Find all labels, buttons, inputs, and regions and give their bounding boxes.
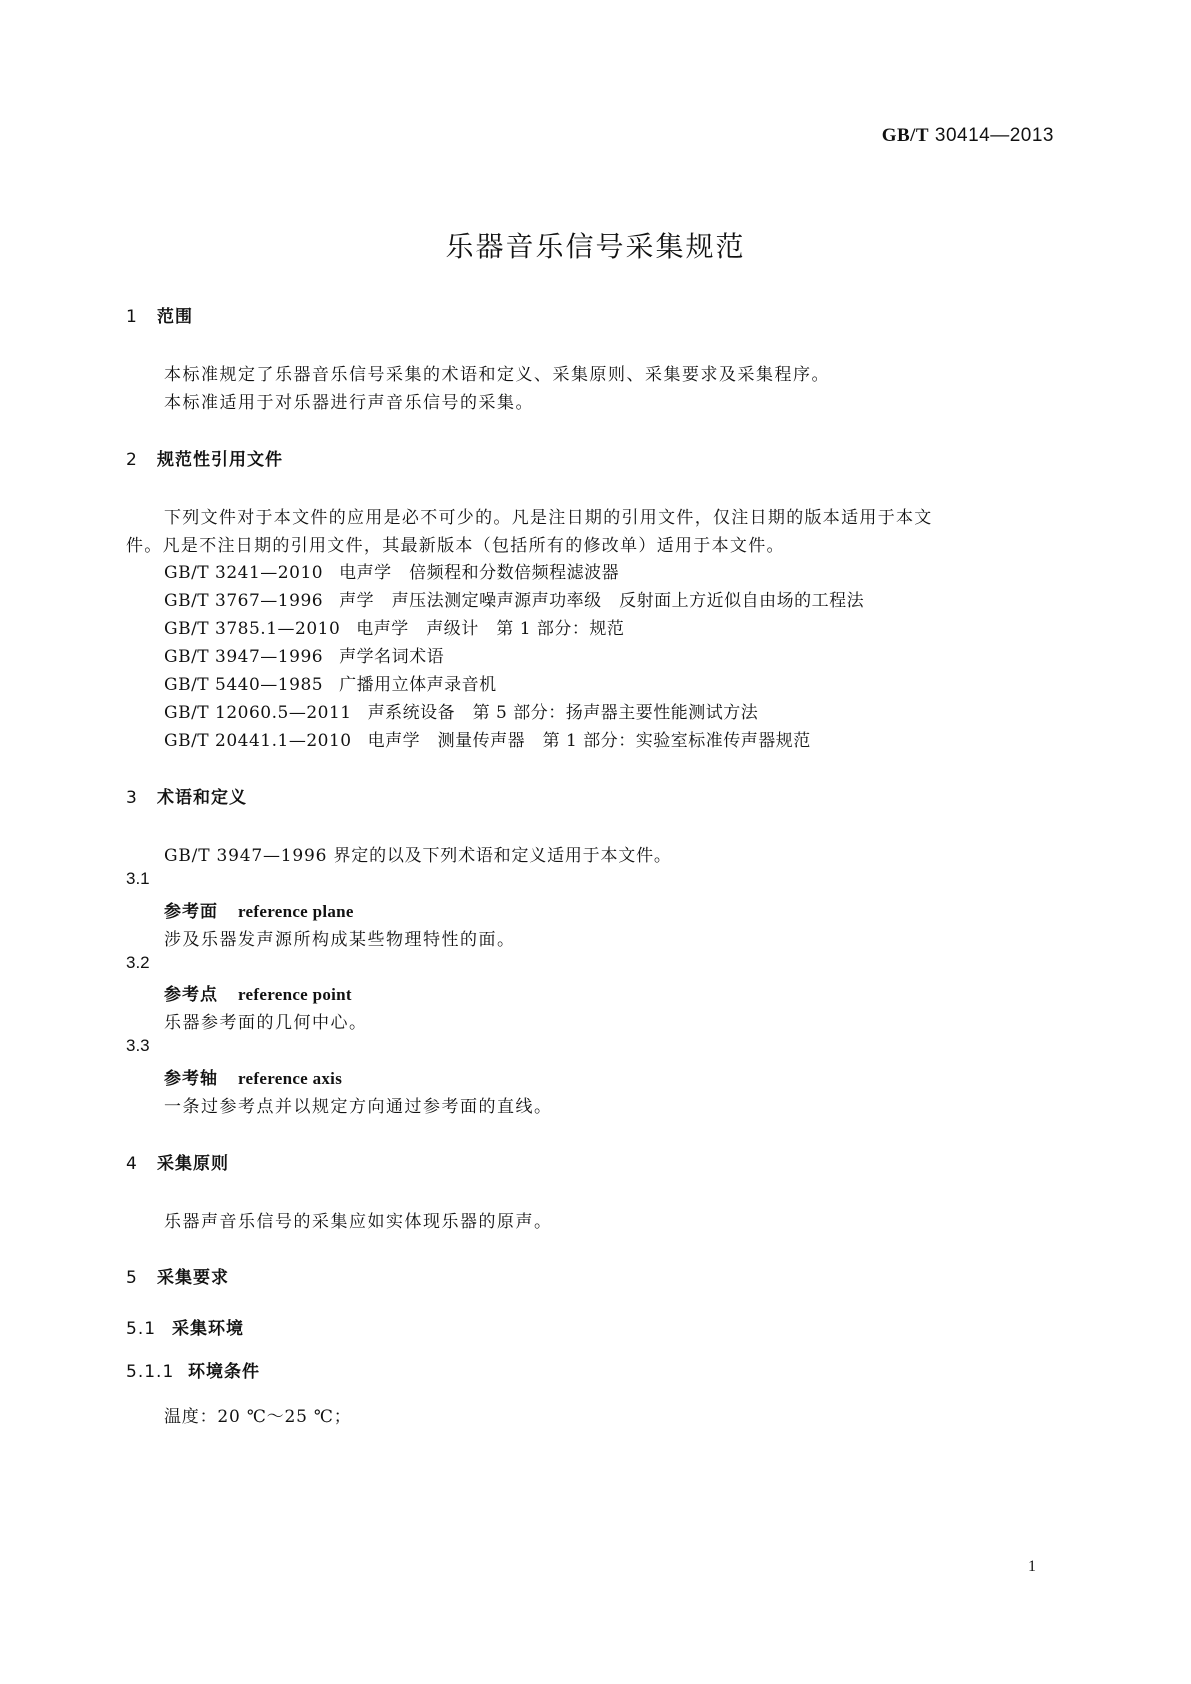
- reference-code: GB/T 5440—1985: [164, 675, 324, 695]
- term-number: 3.2: [126, 953, 150, 972]
- section-5-heading: [126, 1263, 229, 1288]
- reference-entry: [164, 726, 811, 751]
- term-number: 3.3: [126, 1036, 150, 1055]
- reference-entry: [164, 670, 497, 695]
- reference-entry: [164, 642, 444, 667]
- paragraph: GB/T 3947—1996 界定的以及下列术语和定义适用于本文件。: [164, 846, 672, 866]
- term-number: 3.1: [126, 869, 150, 888]
- standard-code: [882, 125, 1054, 147]
- reference-entry: [164, 558, 619, 583]
- section-number: 1: [126, 307, 138, 327]
- term-heading: [164, 1064, 342, 1089]
- section-title: 术语和定义: [157, 788, 247, 808]
- paragraph: 乐器声音乐信号的采集应如实体现乐器的原声。: [164, 1212, 553, 1232]
- section-number: 2: [126, 450, 138, 470]
- reference-code: GB/T 3767—1996: [164, 591, 324, 611]
- section-number: 5.1.1: [126, 1362, 175, 1382]
- term-definition: 一条过参考点并以规定方向通过参考面的直线。: [164, 1097, 553, 1117]
- paragraph: 温度：20 ℃～25 ℃；: [164, 1407, 352, 1427]
- term-zh: 参考面: [164, 902, 218, 922]
- section-4-heading: [126, 1149, 229, 1174]
- paragraph: 下列文件对于本文件的应用是必不可少的。凡是注日期的引用文件，仅注日期的版本适用于本文: [164, 508, 933, 528]
- section-title: 规范性引用文件: [157, 450, 283, 470]
- section-2-heading: [126, 445, 283, 470]
- term-heading: [164, 897, 354, 922]
- section-title: 环境条件: [188, 1362, 260, 1382]
- section-title: 采集要求: [157, 1268, 229, 1288]
- subsection-5-1-heading: [126, 1314, 244, 1339]
- term-en: reference plane: [238, 902, 354, 921]
- paragraph: 本标准适用于对乐器进行声音乐信号的采集。: [164, 393, 534, 413]
- reference-code: GB/T 3785.1—2010: [164, 619, 341, 639]
- standard-number: 30414—2013: [934, 125, 1054, 146]
- reference-entry: [164, 586, 864, 611]
- standard-prefix: GB/T: [881, 125, 930, 146]
- reference-title: 声系统设备 第 5 部分：扬声器主要性能测试方法: [367, 703, 759, 723]
- section-number: 5: [126, 1268, 138, 1288]
- reference-code: GB/T 3241—2010: [164, 563, 324, 583]
- subsection-5-1-1-heading: [126, 1357, 260, 1382]
- reference-code: GB/T 3947—1996: [164, 647, 324, 667]
- reference-code: GB/T 20441.1—2010: [164, 731, 352, 751]
- term-en: reference point: [238, 985, 352, 1004]
- term-heading: [164, 980, 352, 1005]
- term-definition: 乐器参考面的几何中心。: [164, 1013, 368, 1033]
- paragraph: 件。凡是不注日期的引用文件，其最新版本（包括所有的修改单）适用于本文件。: [126, 536, 785, 556]
- section-3-heading: [126, 783, 247, 808]
- section-1-heading: [126, 302, 193, 327]
- reference-title: 电声学 声级计 第 1 部分：规范: [356, 619, 625, 639]
- reference-entry: [164, 698, 758, 723]
- section-title: 范围: [157, 307, 193, 327]
- term-definition: 涉及乐器发声源所构成某些物理特性的面。: [164, 930, 516, 950]
- section-number: 4: [126, 1154, 138, 1174]
- reference-entry: [164, 614, 624, 639]
- document-title: 乐器音乐信号采集规范: [445, 230, 746, 263]
- term-zh: 参考点: [164, 985, 218, 1005]
- reference-code: GB/T 12060.5—2011: [164, 703, 352, 723]
- section-title: 采集原则: [157, 1154, 229, 1174]
- reference-title: 声学 声压法测定噪声源声功率级 反射面上方近似自由场的工程法: [339, 591, 865, 611]
- reference-title: 声学名词术语: [339, 647, 445, 667]
- section-number: 3: [126, 788, 138, 808]
- reference-title: 电声学 测量传声器 第 1 部分：实验室标准传声器规范: [367, 731, 811, 751]
- paragraph: 本标准规定了乐器音乐信号采集的术语和定义、采集原则、采集要求及采集程序。: [164, 365, 830, 385]
- section-number: 5.1: [126, 1319, 157, 1339]
- term-zh: 参考轴: [164, 1069, 218, 1089]
- term-en: reference axis: [238, 1069, 343, 1088]
- section-title: 采集环境: [172, 1319, 244, 1339]
- reference-title: 电声学 倍频程和分数倍频程滤波器: [339, 563, 620, 583]
- page-number: 1: [1028, 1558, 1036, 1575]
- reference-title: 广播用立体声录音机: [339, 675, 497, 695]
